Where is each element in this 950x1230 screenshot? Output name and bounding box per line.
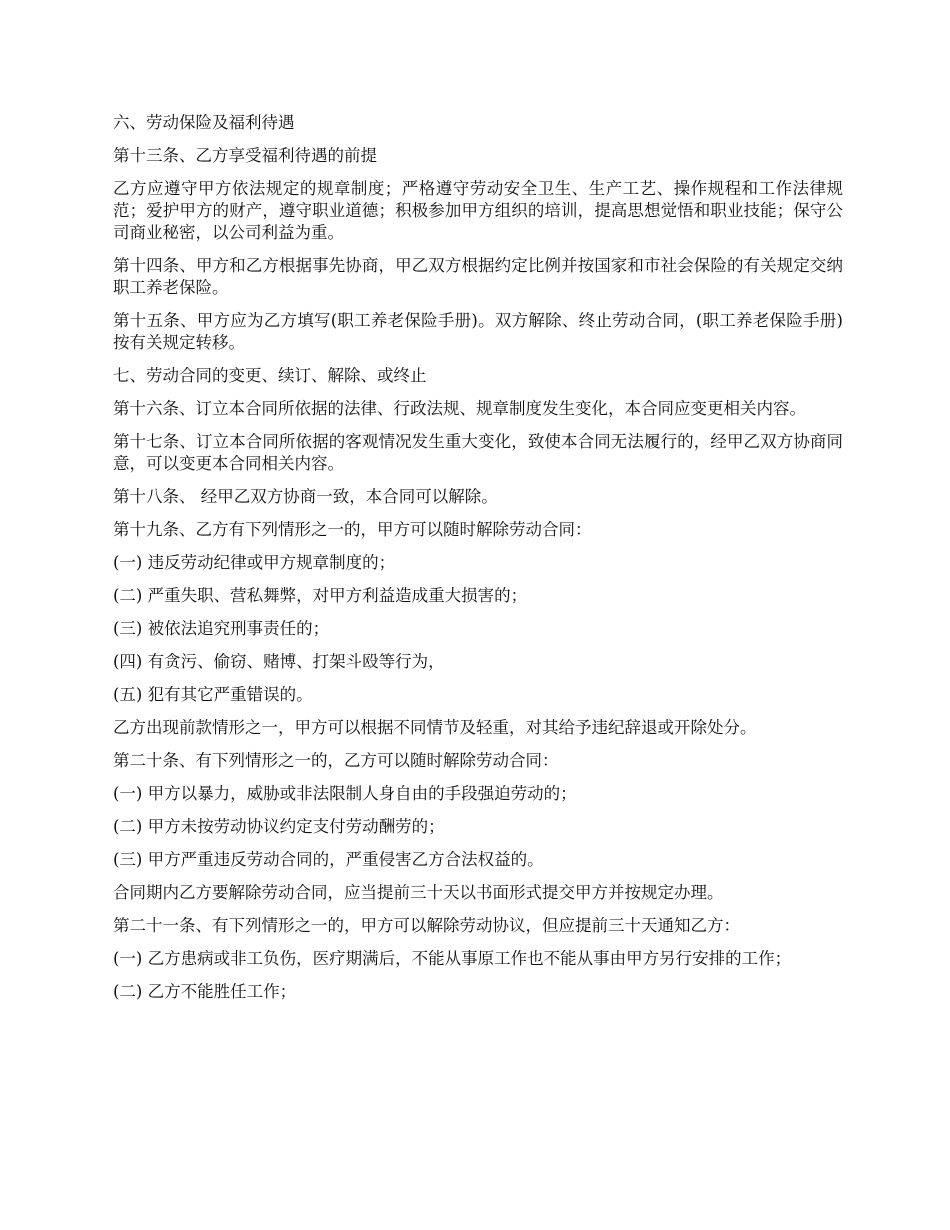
article-20-item-1: (一) 甲方以暴力，威胁或非法限制人身自由的手段强迫劳动的； [113, 784, 577, 803]
article-20: 第二十条、有下列情形之一的，乙方可以随时解除劳动合同： [113, 751, 559, 770]
article-21: 第二十一条、有下列情形之一的，甲方可以解除劳动协议，但应提前三十天通知乙方： [113, 916, 740, 935]
article-20-note: 合同期内乙方要解除劳动合同，应当提前三十天以书面形式提交甲方并按规定办理。 [113, 883, 724, 902]
article-20-item-2: (二) 甲方未按劳动协议约定支付劳动酬劳的； [113, 817, 445, 836]
section-heading-contract-changes: 七、劳动合同的变更、续订、解除、或终止 [113, 366, 427, 385]
article-16: 第十六条、订立本合同所依据的法律、行政法规、规章制度发生变化，本合同应变更相关内容。 [113, 399, 806, 418]
article-21-item-1: (一) 乙方患病或非工负伤，医疗期满后，不能从事原工作也不能从事由甲方另行安排的工作； [113, 949, 792, 968]
article-21-item-2: (二) 乙方不能胜任工作； [113, 982, 297, 1001]
article-19-item-1: (一) 违反劳动纪律或甲方规章制度的； [113, 553, 396, 572]
article-18: 第十八条、 经甲乙双方协商一致，本合同可以解除。 [113, 487, 498, 506]
article-13-body: 乙方应遵守甲方依法规定的规章制度；严格遵守劳动安全卫生、生产工艺、操作规程和工作法律规范；爱护甲方的财产，遵守职业道德；积极参加甲方组织的培训，提高思想觉悟和职业技能；保守公司商业秘密，以公司利益为重。 [113, 179, 843, 242]
article-19-item-3: (三) 被依法追究刑事责任的； [113, 619, 330, 638]
article-19: 第十九条、乙方有下列情形之一的，甲方可以随时解除劳动合同： [113, 520, 592, 539]
article-19-note: 乙方出现前款情形之一，甲方可以根据不同情节及轻重，对其给予违纪辞退或开除处分。 [113, 718, 757, 737]
article-19-item-4: (四) 有贪污、偷窃、赌博、打架斗殴等行为， [113, 652, 445, 671]
article-17: 第十七条、订立本合同所依据的客观情况发生重大变化，致使本合同无法履行的，经甲乙双方协商同意，可以变更本合同相关内容。 [113, 432, 843, 473]
article-14: 第十四条、甲方和乙方根据事先协商，甲乙双方根据约定比例并按国家和市社会保险的有关规定交纳职工养老保险。 [113, 256, 843, 297]
section-heading-insurance: 六、劳动保险及福利待遇 [113, 113, 295, 132]
article-15: 第十五条、甲方应为乙方填写(职工养老保险手册)。双方解除、终止劳动合同，(职工养老保险手册)按有关规定转移。 [113, 311, 843, 352]
article-19-item-5: (五) 犯有其它严重错误的。 [113, 685, 313, 704]
article-13-title: 第十三条、乙方享受福利待遇的前提 [113, 146, 377, 165]
article-20-item-3: (三) 甲方严重违反劳动合同的，严重侵害乙方合法权益的。 [113, 850, 544, 869]
article-19-item-2: (二) 严重失职、营私舞弊，对甲方利益造成重大损害的； [113, 586, 528, 605]
document-body [113, 112, 843, 1003]
